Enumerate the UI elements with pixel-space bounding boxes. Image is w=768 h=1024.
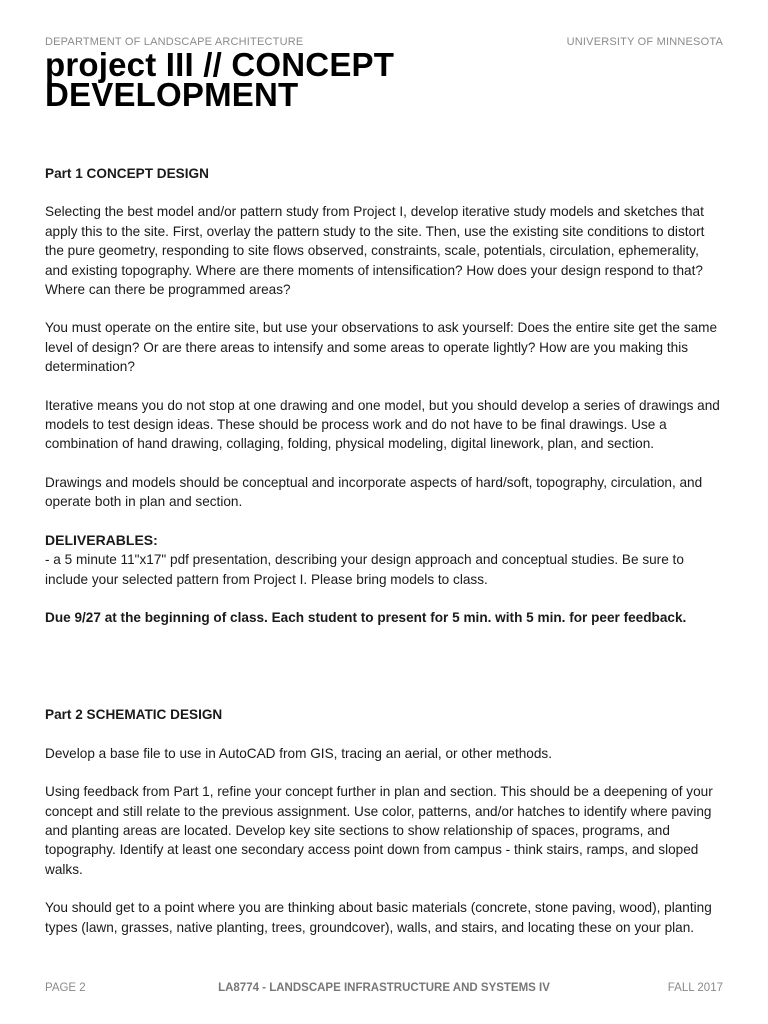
part1-paragraph: Iterative means you do not stop at one drawing and one model, but you should develop a series of drawings and models to test design ideas. These should be process work and do not have to be final drawings. Use a combination of hand drawing, collaging, folding, physical modeling, digital linework, plan, and section. bbox=[45, 397, 720, 452]
part2-paragraph: Using feedback from Part 1, refine your concept further in plan and section. This should be a deepening of your concept and still relate to the previous assignment. Use color, patterns, and/or hatches to identify where paving and planting areas are located. Develop key site sections to show relationship of spaces, programs, and topography. Identify at least one secondary access point down from campus - think stairs, ramps, and sloped walks. bbox=[45, 784, 713, 877]
page-title-line-1: project III // CONCEPT bbox=[45, 46, 395, 83]
part2-paragraph: You should get to a point where you are thinking about basic materials (concrete, stone paving, wood), planting types (lawn, grasses, native planting, trees, groundcover), walls, and stairs, and locating these on your plan. bbox=[45, 900, 712, 935]
semester-footer: FALL 2017 bbox=[667, 982, 723, 994]
part2-paragraph: Develop a base file to use in AutoCAD from GIS, tracing an aerial, or other methods. bbox=[45, 745, 553, 761]
part1-paragraph: Drawings and models should be conceptual and incorporate aspects of hard/soft, topography, circulation, and operate both in plan and section. bbox=[45, 474, 703, 510]
department-header: DEPARTMENT OF LANDSCAPE ARCHITECTURE bbox=[45, 36, 304, 48]
page-title-line-2: DEVELOPMENT bbox=[45, 76, 299, 113]
page-title bbox=[45, 46, 725, 113]
deliverables-heading: DELIVERABLES: bbox=[45, 531, 158, 548]
university-header: UNIVERSITY OF MINNESOTA bbox=[566, 36, 723, 48]
document-body bbox=[45, 164, 725, 937]
part1-heading: Part 1 CONCEPT DESIGN bbox=[45, 166, 209, 181]
deliverables-text: - a 5 minute 11"x17" pdf presentation, describing your design approach and conceptual studies. Be sure to include your selected pattern from Project I. Please bring models to class. bbox=[45, 552, 684, 587]
part1-paragraph: You must operate on the entire site, but use your observations to ask yourself: Does the entire site get the same level of design? Or are there areas to intensify and some areas to operate lightly? How are you making this determination? bbox=[45, 320, 718, 375]
course-title-footer: LA8774 - LANDSCAPE INFRASTRUCTURE AND SYSTEMS IV bbox=[218, 982, 550, 994]
part2-heading: Part 2 SCHEMATIC DESIGN bbox=[45, 707, 223, 723]
part1-paragraph: Selecting the best model and/or pattern study from Project I, develop iterative study models and sketches that apply this to the site. First, overlay the pattern study to the site. Then, use the existing site conditions to distort the pure geometry, responding to site flows observed, constraints, scale, potentials, circulation, ephemerality, and existing topography. Where are there moments of intensification? How does your design respond to that? Where can there be programmed areas? bbox=[45, 204, 705, 298]
due-date-notice: Due 9/27 at the beginning of class. Each student to present for 5 min. with 5 min. for peer feedback. bbox=[45, 609, 687, 625]
page-number: PAGE 2 bbox=[45, 982, 86, 994]
